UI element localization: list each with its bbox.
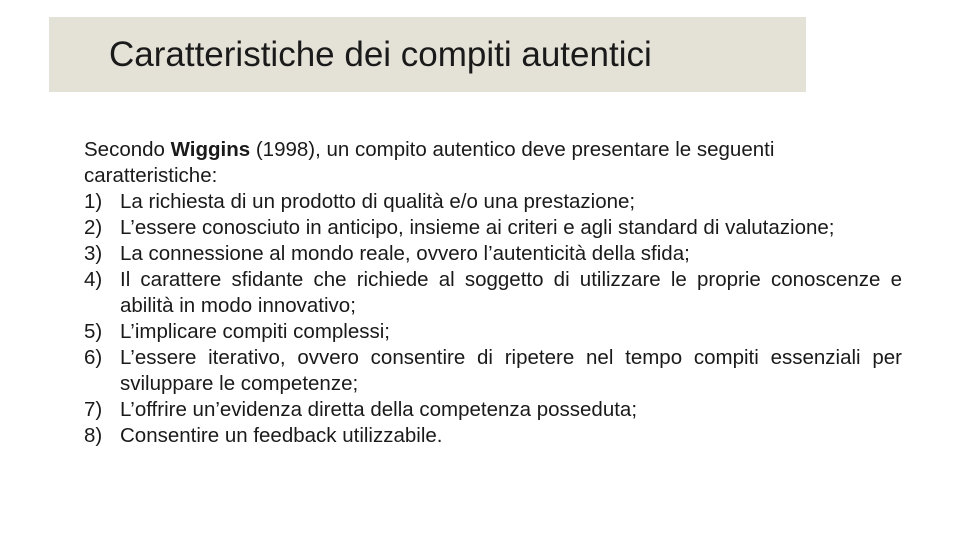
list-item: [84, 345, 902, 397]
list-item-text: Il carattere sfidante che richiede al soggetto di utilizzare le proprie conoscenze e abilità in modo innovativo;: [120, 268, 902, 317]
list-item-number: 2): [84, 216, 103, 239]
list-item-text: La richiesta di un prodotto di qualità e/o una prestazione;: [120, 190, 636, 213]
list-item-number: 3): [84, 242, 103, 265]
list-item-text: L’offrire un’evidenza diretta della competenza posseduta;: [120, 398, 638, 421]
list-item-text: L’implicare compiti complessi;: [120, 320, 391, 343]
intro-before: Secondo: [84, 138, 171, 161]
intro-author: Wiggins: [170, 138, 251, 161]
list-item: [84, 215, 902, 241]
characteristics-list: [84, 189, 902, 449]
intro-paragraph: [84, 137, 902, 189]
list-item-text: Consentire un feedback utilizzabile.: [120, 424, 443, 447]
intro-after: (1998), un compito autentico deve presentare le seguenti caratteristiche:: [84, 138, 775, 187]
list-item-text: La connessione al mondo reale, ovvero l’autenticità della sfida;: [120, 242, 690, 265]
list-item-number: 1): [84, 190, 103, 213]
list-item-number: 6): [84, 346, 103, 369]
list-item-text: L’essere conosciuto in anticipo, insieme ai criteri e agli standard di valutazione;: [120, 216, 835, 239]
list-item-number: 8): [84, 424, 103, 447]
list-item-number: 7): [84, 398, 103, 421]
list-item: [84, 241, 902, 267]
slide-title: Caratteristiche dei compiti autentici: [109, 35, 652, 74]
list-item: [84, 267, 902, 319]
list-item-number: 5): [84, 320, 103, 343]
list-item: [84, 319, 902, 345]
list-item: [84, 189, 902, 215]
list-item: [84, 397, 902, 423]
slide-body: [84, 137, 902, 449]
list-item-text: L’essere iterativo, ovvero consentire di ripetere nel tempo compiti essenziali per sviluppare le competenze;: [120, 346, 902, 395]
list-item-number: 4): [84, 268, 103, 291]
list-item: [84, 423, 902, 449]
title-banner: [49, 17, 806, 92]
